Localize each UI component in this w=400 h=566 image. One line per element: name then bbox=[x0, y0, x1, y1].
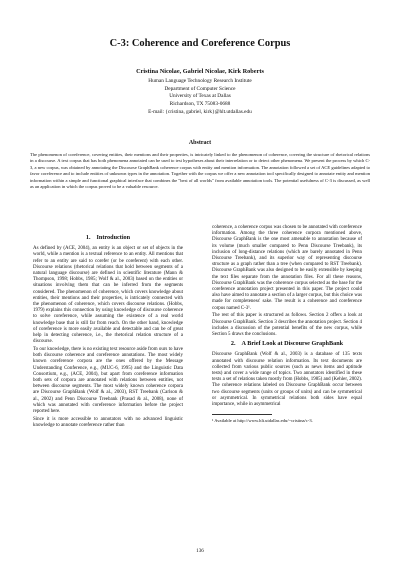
affiliation-email: E-mail: {cristina, gabriel, kirk}@hlt.utdallas.edu bbox=[148, 108, 252, 115]
affiliation-line: University of Texas at Dallas bbox=[169, 93, 231, 100]
abstract-text: The phenomenon of coreference, covering entities, their mentions and their properties, is intricately linked to the phenomenon of coherence, covering the structure of rhetorical relations in a discourse. A text corpus that has both phenomena annotated can be used to test hypotheses about their interrelation or to detect other phenomena. We present the process by which C-3, a new corpus, was obtained by annotating the Discourse GraphBank coherence corpus with entity and mention information. The annotation followed a set of ACE guidelines adapted to favor coreference and to include entities of unknown types in the annotation. Together with the corpus we offer a new annotation tool specifically designed to annotate entity and mention information within a simple and functional graphical interface that combines the "best of all worlds" from available annotation tools. The potential usefulness of C-3 is discussed, as well as an application in which the corpus proved to be a valuable resource. bbox=[30, 152, 370, 190]
section-title: Introduction bbox=[96, 234, 131, 241]
body-paragraph: As defined by (ACE, 2004), an entity is an object or set of objects in the world, while a mention is a textual reference to an entity. All mentions that refer to an entity are said to corefer (or be coreferent) with each other. Discourse relations (rhetorical relations that hold between segments of a natural language discourse) are defined in scientific literature (Mann & Thompson, 1998; Hobbs, 1985; Wolf & al., 2003) based on the entities or situations involving them that can be inferred from the segments considered. The phenomenon of coherence, which covers knowledge about entities, their mentions and their properties, is intricately connected with the phenomenon of coherence, which covers discourse relations. (Hobbs, 1979) explains this connection by using knowledge of discourse coherence to solve coreference, while assuming the existence of a real world knowledge base that is still far from reach. On the other hand, knowledge of coreference is more easily available and detectable and can be of great help in detecting coherence, i.e., the rhetorical relation structure of a discourse. bbox=[33, 246, 183, 345]
paper-title: C-3: Coherence and Coreference Corpus bbox=[109, 38, 291, 49]
body-paragraph: Since it is more accessible to annotators with no advanced linguistic knowledge to annotate coreference rather than bbox=[33, 416, 183, 428]
section-heading-introduction bbox=[33, 235, 183, 241]
abstract-heading: Abstract bbox=[188, 140, 212, 146]
affiliation-line: Department of Computer Science bbox=[164, 85, 236, 92]
author-list: Cristina Nicolae, Gabriel Nicolae, Kirk Roberts bbox=[136, 68, 264, 75]
affiliation-line: Richardson, TX 75083-0688 bbox=[169, 101, 231, 108]
section-title: A Brief Look at Discourse GraphBank bbox=[241, 340, 344, 348]
affiliation-line: Human Language Technology Research Institute bbox=[148, 78, 252, 84]
body-paragraph: To our knowledge, there is no existing text resource aside from ours to have both discourse coherence and coreference annotations. The most widely known coreference corpora are the ones offered by the Message Understanding Conference, e.g., (MUC-6, 1995) and the Linguistic Data Consortium, e.g., (ACE, 2004), but apart from coreference information both sets of corpora are annotated with relations between entities, not between discourse segments. The most widely known coherence corpora are Discourse GraphBank (Wolf & al., 2003), RST Treebank (Carlson & al., 2002) and Penn Discourse Treebank (Prasad & al., 2008), none of which was annotated with coreference information before the project reported here. bbox=[33, 346, 183, 414]
right-column bbox=[212, 225, 362, 424]
body-paragraph: coherence, a coherence corpus was chosen to be annotated with coreference information. Among the three coherence corpora mentioned above, Discourse GraphBank is the one most amenable to annotation because of its volume (much smaller compared to Penn Discourse Treebank), its inclusion of long-distance relations (which are barely annotated in Penn Discourse Treebank), and its superior way of representing discourse structure as a graph rather than a tree (when compared to RST Treebank). Discourse GraphBank was also designed to be easily extensible by keeping the text files separate from the annotation files. For all these reasons, Discourse GraphBank was the coherence corpus selected as the base for the coreference annotation project presented in this paper. The project could also have aimed to annotate a section of a larger corpus, but this choice was made for completeness' sake. The result is a coherence and coreference corpus named C-3¹. bbox=[212, 225, 362, 311]
affiliation-block bbox=[0, 78, 400, 117]
footnote: ¹ Available at http://www.hlt.utdallas.edu/~cristina/c-3. bbox=[212, 418, 313, 424]
section-heading-discourse-graphbank bbox=[212, 341, 362, 347]
footnote-divider bbox=[212, 414, 272, 415]
section-number: 1. bbox=[85, 234, 91, 241]
section-number: 2. bbox=[230, 340, 236, 348]
body-paragraph: The rest of this paper is structured as follows. Section 2 offers a look at Discourse GraphBank. Section 3 describes the annotation project. Section 4 includes a discussion of the potential benefits of the new corpus, while Section 5 draws the conclusions. bbox=[212, 313, 362, 337]
left-column bbox=[33, 232, 183, 431]
body-paragraph: Discourse GraphBank (Wolf & al., 2003) is a database of 135 texts annotated with discourse relation information. Its text documents are collected from various public sources (such as news items and aptitude tests) and cover a wide range of topics. Two annotators identified in these texts a set of relations taken mostly from (Hobbs, 1985) and (Kehler, 2002). The coherence relations labeled on Discourse GraphBank occur between two discourse segments (units or groups of units) and can be symmetrical or asymmetrical. In symmetrical relations both sides have equal importance, while in asymmetrical bbox=[212, 352, 362, 407]
page-number: 136 bbox=[196, 548, 204, 554]
